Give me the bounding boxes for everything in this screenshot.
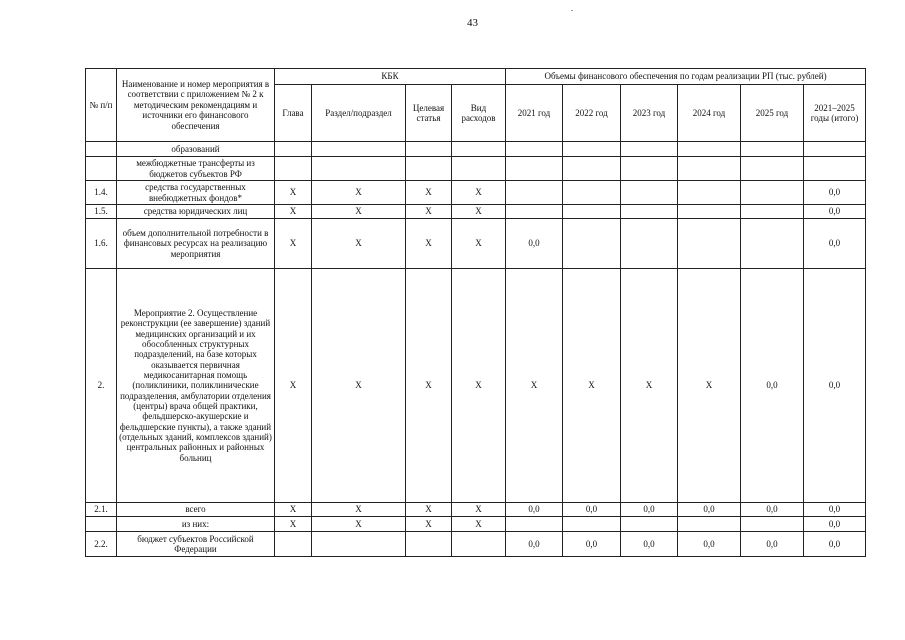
cell-2024: 0,0 (678, 503, 741, 517)
cell-2025: 0,0 (741, 503, 804, 517)
cell-razdel (312, 532, 406, 557)
cell-2024 (678, 219, 741, 269)
header-name: Наименование и номер мероприятия в соответствии с приложением № 2 к методическим рекомендациям и источники его финансового обеспечения (117, 69, 275, 142)
header-2024: 2024 год (678, 85, 741, 142)
cell-razdel: Х (312, 269, 406, 503)
cell-razdel: Х (312, 181, 406, 205)
cell-celevaya: Х (406, 269, 452, 503)
cell-total: 0,0 (804, 532, 866, 557)
cell-total: 0,0 (804, 219, 866, 269)
cell-2025 (741, 181, 804, 205)
cell-name: средства государственных внебюджетных фондов* (117, 181, 275, 205)
cell-vid: Х (452, 503, 506, 517)
cell-2023 (621, 517, 678, 532)
table-row (86, 142, 866, 157)
table-row (86, 157, 866, 181)
header-kbk: КБК (275, 69, 506, 85)
cell-num: 1.6. (86, 219, 117, 269)
cell-2022: 0,0 (563, 503, 621, 517)
cell-total: 0,0 (804, 205, 866, 219)
cell-2025 (741, 205, 804, 219)
cell-2022 (563, 142, 621, 157)
cell-2025 (741, 219, 804, 269)
header-num: № п/п (86, 69, 117, 142)
header-celevaya: Целевая статья (406, 85, 452, 142)
cell-vid (452, 157, 506, 181)
cell-celevaya: Х (406, 205, 452, 219)
cell-2023: 0,0 (621, 532, 678, 557)
cell-num: 1.5. (86, 205, 117, 219)
cell-glava: Х (275, 503, 312, 517)
header-row-1 (86, 69, 866, 85)
header-total: 2021–2025 годы (итого) (804, 85, 866, 142)
cell-celevaya: Х (406, 219, 452, 269)
cell-glava: Х (275, 517, 312, 532)
cell-2023: 0,0 (621, 503, 678, 517)
cell-razdel (312, 142, 406, 157)
header-glava: Глава (275, 85, 312, 142)
cell-2024 (678, 517, 741, 532)
cell-2021 (506, 517, 563, 532)
cell-glava: Х (275, 219, 312, 269)
cell-glava (275, 532, 312, 557)
cell-name: межбюджетные трансферты из бюджетов субъектов РФ (117, 157, 275, 181)
cell-2022 (563, 517, 621, 532)
cell-name: средства юридических лиц (117, 205, 275, 219)
cell-vid (452, 532, 506, 557)
cell-2022: 0,0 (563, 532, 621, 557)
cell-2021 (506, 157, 563, 181)
cell-2023 (621, 219, 678, 269)
cell-2023 (621, 205, 678, 219)
cell-glava (275, 142, 312, 157)
cell-razdel (312, 157, 406, 181)
cell-2024 (678, 181, 741, 205)
cell-2024: Х (678, 269, 741, 503)
cell-name: объем дополнительной потребности в финансовых ресурсах на реализацию мероприятия (117, 219, 275, 269)
cell-2025 (741, 157, 804, 181)
cell-celevaya (406, 142, 452, 157)
header-2023: 2023 год (621, 85, 678, 142)
cell-total: 0,0 (804, 503, 866, 517)
table-row (86, 205, 866, 219)
cell-num (86, 517, 117, 532)
cell-total (804, 157, 866, 181)
header-volumes: Объемы финансового обеспечения по годам реализации РП (тыс. рублей) (506, 69, 866, 85)
cell-celevaya: Х (406, 503, 452, 517)
cell-2022 (563, 157, 621, 181)
cell-vid: Х (452, 181, 506, 205)
cell-vid: Х (452, 517, 506, 532)
header-2022: 2022 год (563, 85, 621, 142)
cell-total (804, 142, 866, 157)
table-row (86, 532, 866, 557)
cell-total: 0,0 (804, 181, 866, 205)
cell-vid (452, 142, 506, 157)
cell-num (86, 157, 117, 181)
cell-total: 0,0 (804, 517, 866, 532)
cell-2021: 0,0 (506, 219, 563, 269)
cell-2022 (563, 219, 621, 269)
cell-num: 2.2. (86, 532, 117, 557)
cell-vid: Х (452, 269, 506, 503)
cell-total: 0,0 (804, 269, 866, 503)
table-row (86, 517, 866, 532)
cell-2023 (621, 142, 678, 157)
cell-name: бюджет субъектов Российской Федерации (117, 532, 275, 557)
cell-2021: 0,0 (506, 532, 563, 557)
cell-2021: 0,0 (506, 503, 563, 517)
cell-2025: 0,0 (741, 269, 804, 503)
cell-vid: Х (452, 205, 506, 219)
cell-glava: Х (275, 205, 312, 219)
table-row (86, 503, 866, 517)
cell-glava (275, 157, 312, 181)
cell-name: из них: (117, 517, 275, 532)
cell-vid: Х (452, 219, 506, 269)
cell-name: Мероприятие 2. Осуществление реконструкции (ее завершение) зданий медицинских организаций и их обособленных структурных подразделений, на базе которых оказывается первичная медикосанитарная помощь (поликлиники, поликлинические подразделения, амбулатории отделения (центры) врача общей практики, фельдшерско-акушерские и фельдшерские пункты), а также зданий (отдельных зданий, комплексов зданий) центральных районных и районных больниц (117, 269, 275, 503)
cell-2023 (621, 157, 678, 181)
cell-celevaya (406, 532, 452, 557)
cell-razdel: Х (312, 205, 406, 219)
page-number: 43 (467, 17, 478, 29)
cell-2025 (741, 517, 804, 532)
cell-glava: Х (275, 181, 312, 205)
table-row (86, 219, 866, 269)
cell-num: 1.4. (86, 181, 117, 205)
header-2021: 2021 год (506, 85, 563, 142)
cell-2021 (506, 181, 563, 205)
cell-2023: Х (621, 269, 678, 503)
cell-2024 (678, 205, 741, 219)
financing-table (85, 68, 866, 557)
cell-2024: 0,0 (678, 532, 741, 557)
cell-name: образований (117, 142, 275, 157)
cell-razdel: Х (312, 517, 406, 532)
cell-num: 2. (86, 269, 117, 503)
cell-name: всего (117, 503, 275, 517)
cell-glava: Х (275, 269, 312, 503)
scan-artifact (571, 10, 573, 11)
cell-2022 (563, 205, 621, 219)
cell-2021 (506, 142, 563, 157)
cell-2024 (678, 157, 741, 181)
cell-num: 2.1. (86, 503, 117, 517)
cell-2021: Х (506, 269, 563, 503)
cell-2022: Х (563, 269, 621, 503)
cell-2025 (741, 142, 804, 157)
header-razdel: Раздел/подраздел (312, 85, 406, 142)
cell-celevaya: Х (406, 517, 452, 532)
cell-2024 (678, 142, 741, 157)
header-2025: 2025 год (741, 85, 804, 142)
cell-razdel: Х (312, 503, 406, 517)
cell-2023 (621, 181, 678, 205)
table-row (86, 181, 866, 205)
cell-razdel: Х (312, 219, 406, 269)
cell-celevaya (406, 157, 452, 181)
cell-celevaya: Х (406, 181, 452, 205)
cell-2021 (506, 205, 563, 219)
cell-num (86, 142, 117, 157)
header-vid: Вид расходов (452, 85, 506, 142)
cell-2022 (563, 181, 621, 205)
cell-2025: 0,0 (741, 532, 804, 557)
table-row (86, 269, 866, 503)
